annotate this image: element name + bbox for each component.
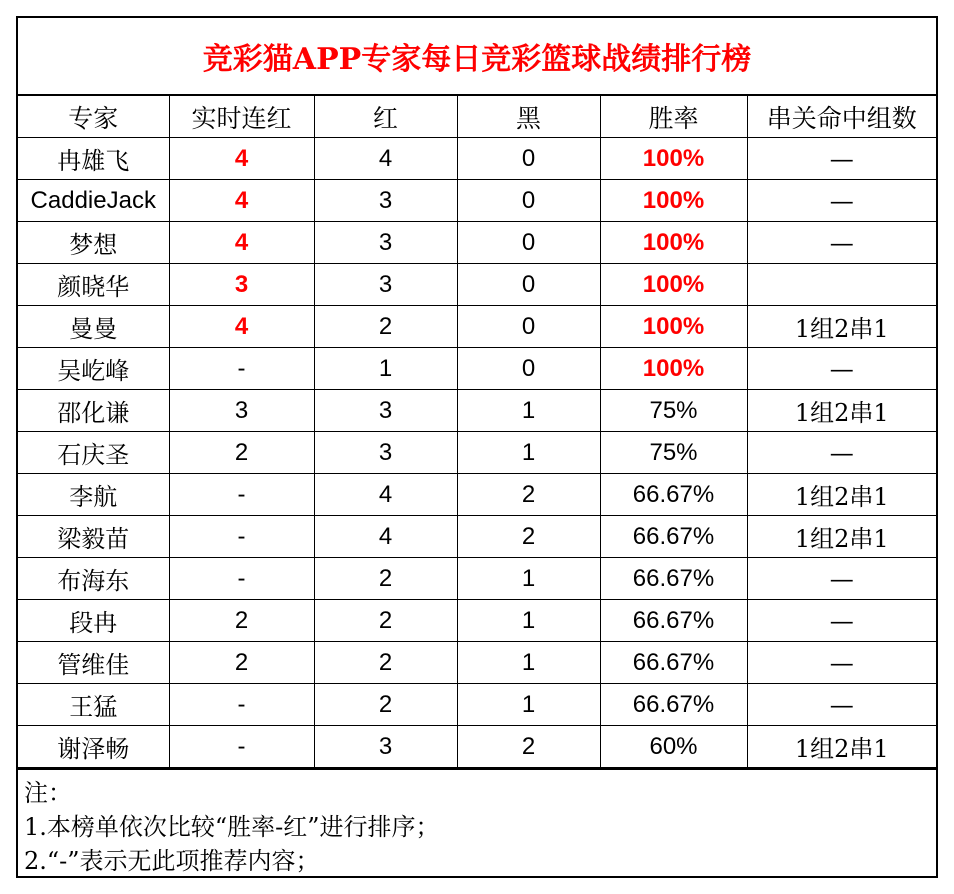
streak-cell: 2 — [169, 642, 314, 684]
table-row — [18, 306, 936, 348]
combo-hits-cell: 1组2串1 — [747, 390, 936, 432]
black-count-cell: 0 — [457, 180, 600, 222]
note-line-2: 2.“-”表示无此项推荐内容； — [24, 847, 320, 875]
table-row — [18, 138, 936, 180]
win-rate-cell: 100% — [600, 348, 747, 390]
black-count-cell: 0 — [457, 264, 600, 306]
win-rate-cell: 100% — [600, 306, 747, 348]
column-header-expert: 专家 — [18, 96, 169, 138]
streak-cell: - — [169, 516, 314, 558]
expert-name-cell: 邵化谦 — [18, 390, 169, 432]
table-row — [18, 642, 936, 684]
combo-hits-cell: 1组2串1 — [747, 726, 936, 768]
ranking-table — [18, 96, 936, 768]
table-header-row — [18, 96, 936, 138]
streak-cell: - — [169, 684, 314, 726]
win-rate-cell: 66.67% — [600, 600, 747, 642]
expert-name-cell: 颜晓华 — [18, 264, 169, 306]
red-count-cell: 4 — [314, 474, 457, 516]
red-count-cell: 2 — [314, 306, 457, 348]
table-row — [18, 600, 936, 642]
combo-hits-cell: — — [747, 684, 936, 726]
table-row — [18, 474, 936, 516]
table-row — [18, 684, 936, 726]
table-row — [18, 726, 936, 768]
red-count-cell: 3 — [314, 390, 457, 432]
black-count-cell: 2 — [457, 474, 600, 516]
expert-name-cell: 布海东 — [18, 558, 169, 600]
column-header-black: 黑 — [457, 96, 600, 138]
combo-hits-cell: — — [747, 432, 936, 474]
win-rate-cell: 100% — [600, 180, 747, 222]
red-count-cell: 3 — [314, 726, 457, 768]
black-count-cell: 1 — [457, 600, 600, 642]
table-row — [18, 516, 936, 558]
streak-cell: 3 — [169, 264, 314, 306]
win-rate-cell: 66.67% — [600, 558, 747, 600]
win-rate-cell: 100% — [600, 138, 747, 180]
red-count-cell: 3 — [314, 222, 457, 264]
win-rate-cell: 75% — [600, 390, 747, 432]
expert-name-cell: 曼曼 — [18, 306, 169, 348]
combo-hits-cell: — — [747, 642, 936, 684]
streak-cell: 3 — [169, 390, 314, 432]
table-row — [18, 264, 936, 306]
black-count-cell: 0 — [457, 348, 600, 390]
combo-hits-cell: 1组2串1 — [747, 516, 936, 558]
win-rate-cell: 66.67% — [600, 642, 747, 684]
black-count-cell: 1 — [457, 642, 600, 684]
streak-cell: - — [169, 348, 314, 390]
expert-name-cell: 李航 — [18, 474, 169, 516]
black-count-cell: 0 — [457, 222, 600, 264]
streak-cell: - — [169, 474, 314, 516]
black-count-cell: 2 — [457, 726, 600, 768]
expert-name-cell: 梁毅苗 — [18, 516, 169, 558]
expert-name-cell: 王猛 — [18, 684, 169, 726]
streak-cell: 4 — [169, 306, 314, 348]
red-count-cell: 2 — [314, 600, 457, 642]
black-count-cell: 0 — [457, 138, 600, 180]
expert-name-cell: 管维佳 — [18, 642, 169, 684]
column-header-combo: 串关命中组数 — [747, 96, 936, 138]
expert-name-cell: CaddieJack — [18, 180, 169, 222]
red-count-cell: 3 — [314, 432, 457, 474]
column-header-streak: 实时连红 — [169, 96, 314, 138]
streak-cell: 2 — [169, 432, 314, 474]
win-rate-cell: 60% — [600, 726, 747, 768]
table-row — [18, 558, 936, 600]
expert-name-cell: 谢泽畅 — [18, 726, 169, 768]
expert-name-cell: 梦想 — [18, 222, 169, 264]
table-row — [18, 222, 936, 264]
ranking-sheet — [16, 16, 938, 878]
red-count-cell: 2 — [314, 684, 457, 726]
expert-name-cell: 石庆圣 — [18, 432, 169, 474]
expert-name-cell: 冉雄飞 — [18, 138, 169, 180]
combo-hits-cell: 1组2串1 — [747, 474, 936, 516]
win-rate-cell: 66.67% — [600, 684, 747, 726]
streak-cell: 4 — [169, 180, 314, 222]
black-count-cell: 1 — [457, 558, 600, 600]
expert-name-cell: 吴屹峰 — [18, 348, 169, 390]
black-count-cell: 2 — [457, 516, 600, 558]
combo-hits-cell: — — [747, 222, 936, 264]
win-rate-cell: 100% — [600, 264, 747, 306]
combo-hits-cell: — — [747, 600, 936, 642]
streak-cell: 4 — [169, 138, 314, 180]
red-count-cell: 4 — [314, 516, 457, 558]
note-line-1: 1.本榜单依次比较“胜率-红”进行排序； — [24, 813, 440, 841]
page-title: 竞彩猫APP专家每日竞彩篮球战绩排行榜 — [18, 18, 936, 96]
red-count-cell: 2 — [314, 558, 457, 600]
table-row — [18, 348, 936, 390]
streak-cell: 4 — [169, 222, 314, 264]
win-rate-cell: 100% — [600, 222, 747, 264]
column-header-red: 红 — [314, 96, 457, 138]
expert-name-cell: 段冉 — [18, 600, 169, 642]
black-count-cell: 1 — [457, 432, 600, 474]
combo-hits-cell: — — [747, 348, 936, 390]
win-rate-cell: 75% — [600, 432, 747, 474]
combo-hits-cell: — — [747, 558, 936, 600]
streak-cell: 2 — [169, 600, 314, 642]
combo-hits-cell: — — [747, 138, 936, 180]
streak-cell: - — [169, 726, 314, 768]
red-count-cell: 4 — [314, 138, 457, 180]
black-count-cell: 1 — [457, 684, 600, 726]
black-count-cell: 1 — [457, 390, 600, 432]
table-row — [18, 180, 936, 222]
red-count-cell: 3 — [314, 264, 457, 306]
notes-heading: 注： — [24, 779, 72, 807]
table-row — [18, 432, 936, 474]
streak-cell: - — [169, 558, 314, 600]
combo-hits-cell: — — [747, 180, 936, 222]
notes-section — [18, 768, 936, 878]
win-rate-cell: 66.67% — [600, 516, 747, 558]
column-header-rate: 胜率 — [600, 96, 747, 138]
combo-hits-cell — [747, 264, 936, 306]
red-count-cell: 2 — [314, 642, 457, 684]
red-count-cell: 1 — [314, 348, 457, 390]
combo-hits-cell: 1组2串1 — [747, 306, 936, 348]
red-count-cell: 3 — [314, 180, 457, 222]
black-count-cell: 0 — [457, 306, 600, 348]
table-row — [18, 390, 936, 432]
win-rate-cell: 66.67% — [600, 474, 747, 516]
